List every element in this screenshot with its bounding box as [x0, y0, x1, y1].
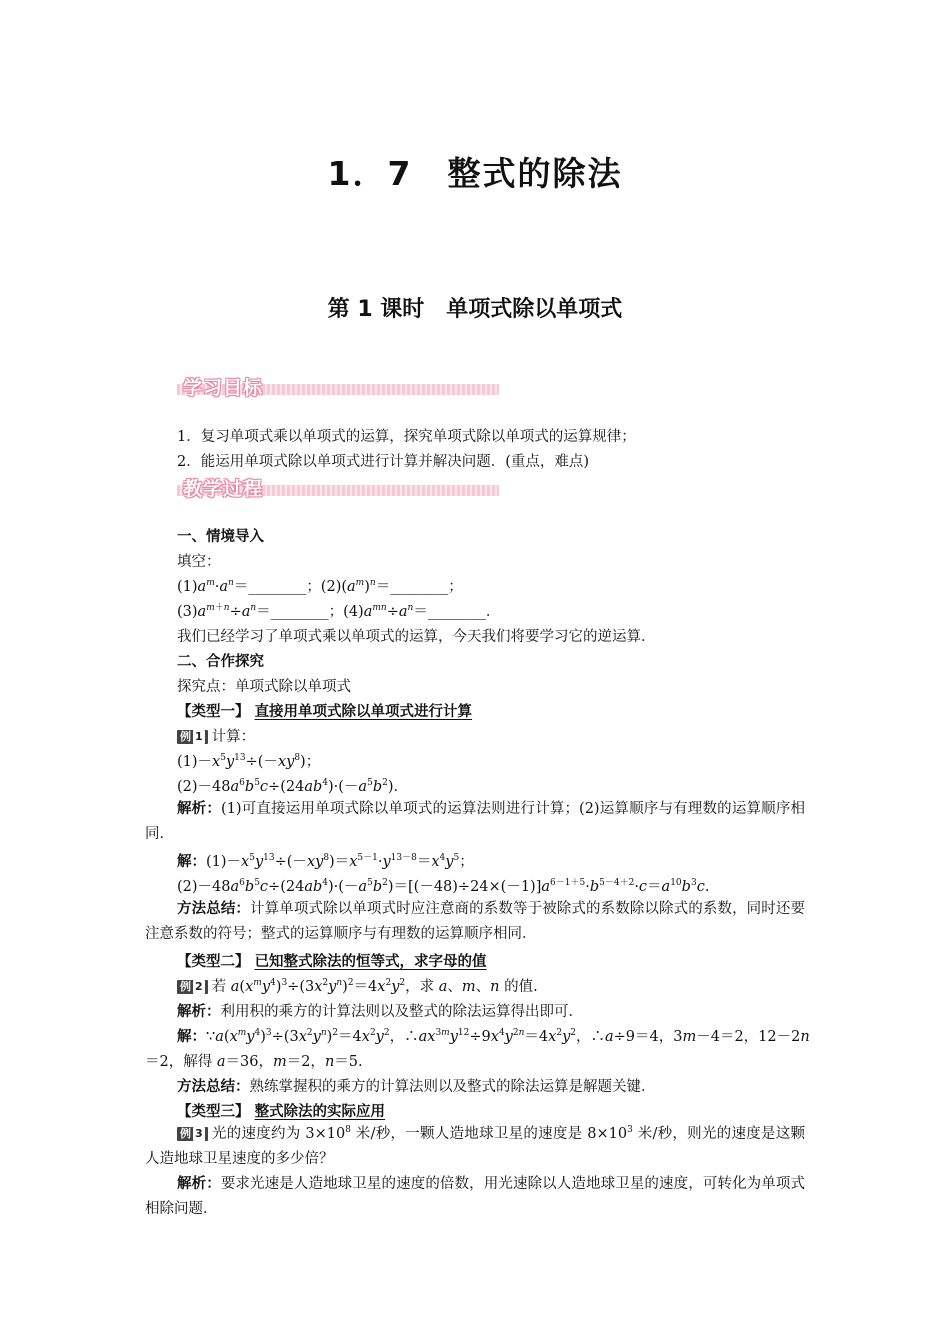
fill-question-row: $(3)a^{m+n}\div a^n=\_\_\_\_\_\_\_\_$；$(4)a^{mn}\div a^n=\_\_\_\_\_\_\_\_$．	[177, 603, 501, 620]
type-title: 直接用单项式除以单项式进行计算	[254, 704, 473, 720]
fill-label: 填空：	[177, 554, 221, 570]
analysis-paragraph: 解析：(1)可直接运用单项式除以单项式的运算法则进行计算；(2)运算顺序与有理数的运算顺序相同．	[145, 801, 806, 842]
example-question: 例 2 若 $a(x^my^4)^3\div(3x^2y^n)^2=4x^2y^2$，求 a、m、n 的值.	[177, 977, 538, 997]
intro-text: 我们已经学习了单项式乘以单项式的运算，今天我们将要学习它的逆运算．	[177, 629, 656, 645]
solution-line: ＝2，解得 a＝36，m＝2，n＝5.	[145, 1054, 363, 1070]
type-bracket: 【类型二】	[177, 954, 250, 970]
section-heading: 二、合作探究	[177, 654, 264, 670]
solution-line: $(2)-48a^6b^5c\div(24ab^4)\cdot(-a^5b^2)=[(-48)\div 24\times(-1)]a^{6-1+5}\cdot b^{5-4+2}\cdot c=a^{10}b^3c$.	[177, 878, 710, 895]
answer-blank: ________	[270, 604, 329, 620]
summary-paragraph: 方法总结：计算单项式除以单项式时应注意商的系数等于被除式的系数除以除式的系数，同时还要注意系数的符号；整式的运算顺序与有理数的运算顺序相同．	[145, 901, 806, 942]
answer-blank: ________	[390, 579, 449, 595]
lesson-title: 第 1 课时 单项式除以单项式	[327, 297, 623, 322]
answer-blank: ________	[248, 579, 307, 595]
example-question: $(1)-x^5y^{13}\div(-xy^8)$；	[177, 753, 321, 770]
analysis-line: 解析：利用积的乘方的计算法则以及整式的除法运算得出即可．	[177, 1004, 583, 1020]
example-tag: 例 2	[177, 980, 208, 994]
type-title: 已知整式除法的恒等式，求字母的值	[254, 954, 487, 970]
fill-question-row: $(1)a^m\cdot a^n=\_\_\_\_\_\_\_\_$；$(2)(a^m)^n=\_\_\_\_\_\_\_\_$；	[177, 578, 463, 595]
main-title: 1．7 整式的除法	[327, 154, 623, 193]
solution-line: 解：$(1)-x^5y^{13}\div(-xy^8)=x^{5-1}\cdot y^{13-8}=x^4y^5$；	[177, 853, 474, 870]
goals-banner-label: 学习目标	[183, 377, 264, 399]
example-question: $(2)-48a^6b^5c\div(24ab^4)\cdot(-a^5b^2)$．	[177, 778, 409, 795]
type-bracket: 【类型三】	[177, 1104, 250, 1120]
example-question: 例 3 光的速度约为 $3\times 10^8$ 米/秒，一颗人造地球卫星的速度是 $8\times 10^3$ 米/秒，则光的速度是这颗人造地球卫星速度的多少倍？	[145, 1125, 805, 1167]
answer-blank: ________	[427, 604, 486, 620]
analysis-paragraph: 解析：要求光速是人造地球卫星的速度的倍数，用光速除以人造地球卫星的速度，可转化为单项式相除问题．	[145, 1176, 806, 1217]
summary-line: 方法总结：熟练掌握积的乘方的计算法则以及整式的除法运算是解题关键．	[177, 1079, 656, 1095]
goal-item: 1．复习单项式乘以单项式的运算，探究单项式除以单项式的运算规律；	[177, 429, 636, 445]
type-title: 整式除法的实际应用	[254, 1104, 386, 1120]
type-heading	[177, 702, 472, 722]
example-prompt: 例 1 计算：	[177, 727, 255, 747]
explore-point: 探究点：单项式除以单项式	[177, 679, 351, 695]
example-tag: 例 1	[177, 730, 208, 744]
process-banner-label: 教学过程	[183, 478, 264, 500]
example-tag: 例 3	[177, 1127, 208, 1141]
process-banner	[177, 476, 499, 504]
section-heading: 一、情境导入	[177, 529, 264, 545]
type-heading	[177, 1102, 385, 1122]
type-bracket: 【类型一】	[177, 704, 250, 720]
type-heading	[177, 952, 487, 972]
goal-item: 2．能运用单项式除以单项式进行计算并解决问题．(重点，难点)	[177, 454, 590, 470]
goals-banner	[177, 375, 499, 403]
solution-line: 解：$\because a(x^my^4)^3\div(3x^2y^n)^2=4x^2y^2$，$\therefore ax^{3m}y^{12}\div 9x^4y^{2n}=4x^2y^2$，∴a÷9＝4，3m－4＝2，12－2n	[177, 1028, 810, 1045]
